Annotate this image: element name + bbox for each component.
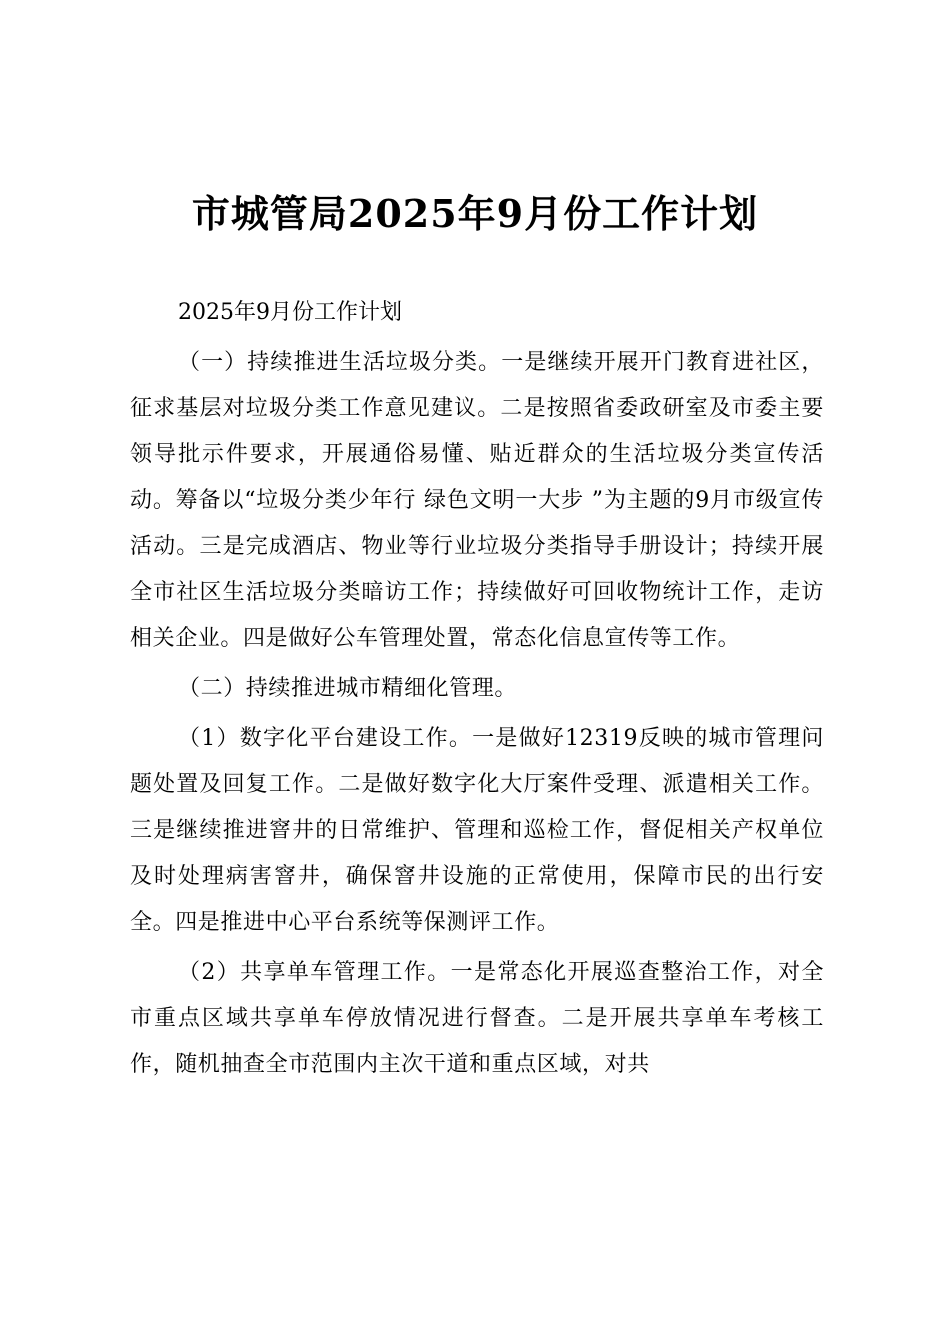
paragraph-garbage-sorting: （一）持续推进生活垃圾分类。一是继续开展开门教育进社区，征求基层对垃圾分类工作意见建议。二是按照省委政研室及市委主要领导批示件要求，开展通俗易懂、贴近群众的生活垃圾分类宣传活动。筹备以“垃圾分类少年行 绿色文明一大步 ”为主题的9月市级宣传活动。三是完成酒店、物业等行业垃圾分类指导手册设计；持续开展全市社区生活垃圾分类暗访工作；持续做好可回收物统计工作，走访相关企业。四是做好公车管理处置，常态化信息宣传等工作。: [130, 350, 824, 651]
document-subtitle: 2025年9月份工作计划: [178, 300, 402, 325]
document-title: 市城管局2025年9月份工作计划: [191, 191, 759, 236]
paragraph-shared-bike: （2）共享单车管理工作。一是常态化开展巡查整治工作，对全市重点区域共享单车停放情况进行督查。二是开展共享单车考核工作，随机抽查全市范围内主次干道和重点区域，对共: [130, 960, 824, 1077]
paragraph-digital-platform: （1）数字化平台建设工作。一是做好12319反映的城市管理问题处置及回复工作。二是做好数字化大厅案件受理、派遣相关工作。三是继续推进窨井的日常维护、管理和巡检工作，督促相关产权单位及时处理病害窨井，确保窨井设施的正常使用，保障市民的出行安全。四是推进中心平台系统等保测评工作。: [130, 726, 824, 935]
paragraph-fine-management-heading: （二）持续推进城市精细化管理。: [178, 676, 518, 701]
document-body: [130, 290, 824, 1092]
